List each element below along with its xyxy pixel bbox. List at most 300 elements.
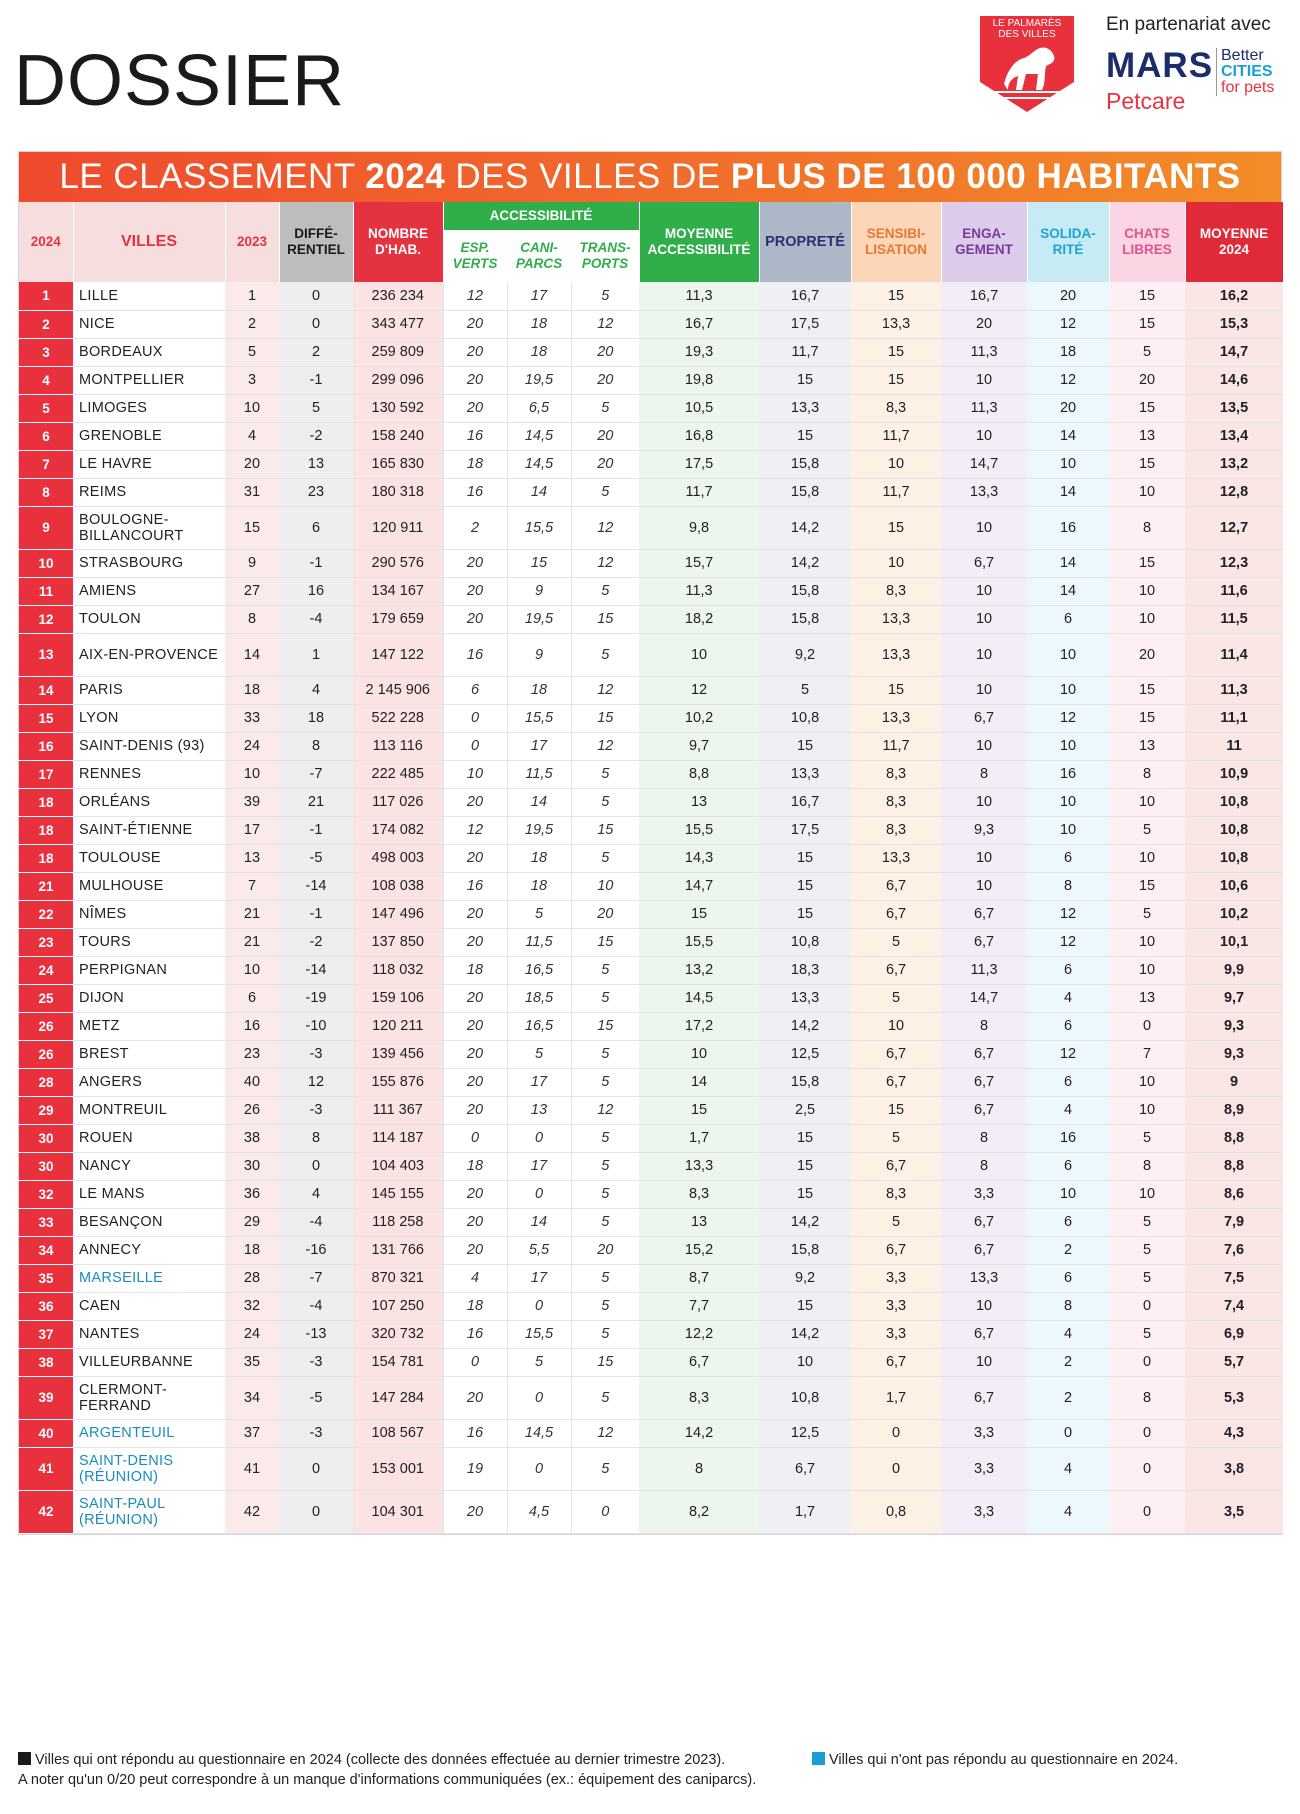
chats-libres-cell: 0	[1109, 1012, 1185, 1040]
rank-cell: 25	[19, 984, 73, 1012]
rank-cell: 33	[19, 1208, 73, 1236]
habitants-cell: 320 732	[353, 1320, 443, 1348]
transports-cell: 5	[571, 1208, 639, 1236]
differentiel-cell: 8	[279, 732, 353, 760]
table-row	[19, 478, 1283, 506]
rank-cell: 39	[19, 1376, 73, 1419]
sensibilisation-cell: 6,7	[851, 872, 941, 900]
habitants-cell: 120 911	[353, 506, 443, 549]
espaces-verts-cell: 20	[443, 1012, 507, 1040]
moyenne-2024-cell: 5,3	[1185, 1376, 1283, 1419]
chats-libres-cell: 13	[1109, 422, 1185, 450]
sensibilisation-cell: 6,7	[851, 1040, 941, 1068]
rank-2023-cell: 18	[225, 676, 279, 704]
habitants-cell: 117 026	[353, 788, 443, 816]
rank-2023-cell: 10	[225, 394, 279, 422]
moyenne-accessibilite-cell: 13,2	[639, 956, 759, 984]
col-header-engagement: ENGA-GEMENT	[941, 202, 1027, 282]
table-row	[19, 338, 1283, 366]
chats-libres-cell: 13	[1109, 732, 1185, 760]
moyenne-accessibilite-cell: 8,3	[639, 1376, 759, 1419]
engagement-cell: 10	[941, 732, 1027, 760]
moyenne-accessibilite-cell: 10	[639, 633, 759, 676]
chats-libres-cell: 15	[1109, 872, 1185, 900]
moyenne-2024-cell: 10,1	[1185, 928, 1283, 956]
table-row	[19, 1152, 1283, 1180]
differentiel-cell: -13	[279, 1320, 353, 1348]
table-row	[19, 394, 1283, 422]
rank-2023-cell: 2	[225, 310, 279, 338]
espaces-verts-cell: 20	[443, 928, 507, 956]
caniparcs-cell: 19,5	[507, 816, 571, 844]
solidarite-cell: 14	[1027, 577, 1109, 605]
moyenne-accessibilite-cell: 19,8	[639, 366, 759, 394]
espaces-verts-cell: 18	[443, 956, 507, 984]
table-row	[19, 1096, 1283, 1124]
proprete-cell: 16,7	[759, 788, 851, 816]
proprete-cell: 14,2	[759, 1208, 851, 1236]
city-cell: SAINT-ÉTIENNE	[73, 816, 225, 844]
habitants-cell: 114 187	[353, 1124, 443, 1152]
moyenne-accessibilite-cell: 8	[639, 1447, 759, 1490]
habitants-cell: 118 032	[353, 956, 443, 984]
transports-cell: 5	[571, 1068, 639, 1096]
differentiel-cell: -4	[279, 605, 353, 633]
differentiel-cell: 0	[279, 310, 353, 338]
chats-libres-cell: 5	[1109, 1236, 1185, 1264]
rank-cell: 40	[19, 1419, 73, 1447]
moyenne-accessibilite-cell: 9,8	[639, 506, 759, 549]
habitants-cell: 498 003	[353, 844, 443, 872]
engagement-cell: 6,7	[941, 928, 1027, 956]
city-cell: PARIS	[73, 676, 225, 704]
rank-cell: 4	[19, 366, 73, 394]
rank-cell: 42	[19, 1490, 73, 1533]
table-row	[19, 1012, 1283, 1040]
transports-cell: 5	[571, 633, 639, 676]
espaces-verts-cell: 20	[443, 366, 507, 394]
table-row	[19, 577, 1283, 605]
proprete-cell: 13,3	[759, 760, 851, 788]
transports-cell: 5	[571, 1152, 639, 1180]
chats-libres-cell: 10	[1109, 605, 1185, 633]
city-cell: CLERMONT-FERRAND	[73, 1376, 225, 1419]
rank-cell: 21	[19, 872, 73, 900]
rank-cell: 5	[19, 394, 73, 422]
rank-2023-cell: 40	[225, 1068, 279, 1096]
transports-cell: 20	[571, 422, 639, 450]
transports-cell: 5	[571, 1124, 639, 1152]
table-row	[19, 450, 1283, 478]
proprete-cell: 10,8	[759, 704, 851, 732]
proprete-cell: 6,7	[759, 1447, 851, 1490]
sensibilisation-cell: 13,3	[851, 704, 941, 732]
caniparcs-cell: 18	[507, 676, 571, 704]
transports-cell: 20	[571, 900, 639, 928]
sensibilisation-cell: 8,3	[851, 816, 941, 844]
sensibilisation-cell: 8,3	[851, 1180, 941, 1208]
transports-cell: 5	[571, 844, 639, 872]
table-row	[19, 1419, 1283, 1447]
chats-libres-cell: 13	[1109, 984, 1185, 1012]
table-row	[19, 1292, 1283, 1320]
chats-libres-cell: 8	[1109, 1376, 1185, 1419]
proprete-cell: 16,7	[759, 282, 851, 310]
col-header-villes: VILLES	[73, 202, 225, 282]
rank-2023-cell: 10	[225, 760, 279, 788]
legend-not-responded	[812, 1750, 1178, 1770]
engagement-cell: 3,3	[941, 1180, 1027, 1208]
proprete-cell: 15	[759, 900, 851, 928]
city-cell: ROUEN	[73, 1124, 225, 1152]
chats-libres-cell: 5	[1109, 816, 1185, 844]
banner-part-1: LE CLASSEMENT	[59, 157, 366, 196]
solidarite-cell: 16	[1027, 760, 1109, 788]
sensibilisation-cell: 0	[851, 1447, 941, 1490]
rank-2023-cell: 30	[225, 1152, 279, 1180]
proprete-cell: 13,3	[759, 984, 851, 1012]
differentiel-cell: -5	[279, 844, 353, 872]
engagement-cell: 13,3	[941, 1264, 1027, 1292]
espaces-verts-cell: 4	[443, 1264, 507, 1292]
espaces-verts-cell: 18	[443, 450, 507, 478]
proprete-cell: 15,8	[759, 605, 851, 633]
moyenne-2024-cell: 11	[1185, 732, 1283, 760]
black-square-icon	[18, 1752, 31, 1765]
espaces-verts-cell: 20	[443, 1096, 507, 1124]
differentiel-cell: 18	[279, 704, 353, 732]
espaces-verts-cell: 6	[443, 676, 507, 704]
solidarite-cell: 6	[1027, 605, 1109, 633]
differentiel-cell: -4	[279, 1208, 353, 1236]
table-row	[19, 984, 1283, 1012]
rank-2023-cell: 41	[225, 1447, 279, 1490]
sensibilisation-cell: 5	[851, 1208, 941, 1236]
engagement-cell: 10	[941, 506, 1027, 549]
table-row	[19, 676, 1283, 704]
solidarite-cell: 12	[1027, 310, 1109, 338]
caniparcs-cell: 15,5	[507, 1320, 571, 1348]
table-row	[19, 732, 1283, 760]
engagement-cell: 3,3	[941, 1419, 1027, 1447]
espaces-verts-cell: 20	[443, 1376, 507, 1419]
rank-cell: 22	[19, 900, 73, 928]
sensibilisation-cell: 0	[851, 1419, 941, 1447]
espaces-verts-cell: 16	[443, 422, 507, 450]
moyenne-2024-cell: 8,8	[1185, 1124, 1283, 1152]
table-row	[19, 760, 1283, 788]
rank-2023-cell: 27	[225, 577, 279, 605]
rank-cell: 8	[19, 478, 73, 506]
moyenne-accessibilite-cell: 11,3	[639, 282, 759, 310]
city-cell: SAINT-PAUL (RÉUNION)	[73, 1490, 225, 1533]
rank-2023-cell: 9	[225, 549, 279, 577]
table-row	[19, 1264, 1283, 1292]
rank-cell: 11	[19, 577, 73, 605]
proprete-cell: 2,5	[759, 1096, 851, 1124]
city-cell: ANNECY	[73, 1236, 225, 1264]
engagement-cell: 13,3	[941, 478, 1027, 506]
caniparcs-cell: 18	[507, 338, 571, 366]
table-row	[19, 1348, 1283, 1376]
sensibilisation-cell: 8,3	[851, 394, 941, 422]
moyenne-2024-cell: 14,6	[1185, 366, 1283, 394]
city-cell: STRASBOURG	[73, 549, 225, 577]
rank-2023-cell: 36	[225, 1180, 279, 1208]
rank-cell: 10	[19, 549, 73, 577]
espaces-verts-cell: 16	[443, 633, 507, 676]
differentiel-cell: 13	[279, 450, 353, 478]
engagement-cell: 6,7	[941, 1208, 1027, 1236]
caniparcs-cell: 11,5	[507, 760, 571, 788]
rank-cell: 28	[19, 1068, 73, 1096]
city-cell: REIMS	[73, 478, 225, 506]
solidarite-cell: 16	[1027, 1124, 1109, 1152]
rank-cell: 18	[19, 788, 73, 816]
differentiel-cell: -5	[279, 1376, 353, 1419]
moyenne-2024-cell: 11,5	[1185, 605, 1283, 633]
solidarite-cell: 10	[1027, 816, 1109, 844]
differentiel-cell: -1	[279, 366, 353, 394]
rank-cell: 41	[19, 1447, 73, 1490]
sensibilisation-cell: 13,3	[851, 310, 941, 338]
differentiel-cell: -14	[279, 956, 353, 984]
proprete-cell: 15,8	[759, 478, 851, 506]
espaces-verts-cell: 20	[443, 310, 507, 338]
engagement-cell: 3,3	[941, 1447, 1027, 1490]
rank-2023-cell: 8	[225, 605, 279, 633]
rank-2023-cell: 21	[225, 900, 279, 928]
solidarite-cell: 16	[1027, 506, 1109, 549]
sensibilisation-cell: 13,3	[851, 605, 941, 633]
habitants-cell: 154 781	[353, 1348, 443, 1376]
chats-libres-cell: 15	[1109, 450, 1185, 478]
caniparcs-cell: 0	[507, 1292, 571, 1320]
table-row	[19, 605, 1283, 633]
rank-2023-cell: 1	[225, 282, 279, 310]
habitants-cell: 118 258	[353, 1208, 443, 1236]
proprete-cell: 15	[759, 732, 851, 760]
engagement-cell: 10	[941, 872, 1027, 900]
moyenne-2024-cell: 6,9	[1185, 1320, 1283, 1348]
habitants-cell: 343 477	[353, 310, 443, 338]
chats-libres-cell: 10	[1109, 1180, 1185, 1208]
rank-2023-cell: 32	[225, 1292, 279, 1320]
differentiel-cell: -3	[279, 1096, 353, 1124]
sensibilisation-cell: 15	[851, 366, 941, 394]
solidarite-cell: 12	[1027, 928, 1109, 956]
partner-text: En partenariat avec	[1106, 14, 1271, 35]
transports-cell: 20	[571, 450, 639, 478]
moyenne-2024-cell: 10,8	[1185, 844, 1283, 872]
ranking-table-container	[18, 151, 1282, 1535]
mars-brand: MARS	[1106, 46, 1214, 85]
espaces-verts-cell: 20	[443, 577, 507, 605]
chats-libres-cell: 10	[1109, 478, 1185, 506]
solidarite-cell: 10	[1027, 450, 1109, 478]
table-row	[19, 844, 1283, 872]
moyenne-2024-cell: 3,8	[1185, 1447, 1283, 1490]
moyenne-accessibilite-cell: 13	[639, 1208, 759, 1236]
habitants-cell: 147 122	[353, 633, 443, 676]
sensibilisation-cell: 10	[851, 450, 941, 478]
moyenne-accessibilite-cell: 8,7	[639, 1264, 759, 1292]
transports-cell: 5	[571, 1376, 639, 1419]
table-row	[19, 549, 1283, 577]
transports-cell: 12	[571, 549, 639, 577]
city-cell: GRENOBLE	[73, 422, 225, 450]
banner-highlight: PLUS DE 100 000 HABITANTS	[730, 157, 1241, 196]
caniparcs-cell: 0	[507, 1124, 571, 1152]
moyenne-2024-cell: 10,2	[1185, 900, 1283, 928]
rank-2023-cell: 28	[225, 1264, 279, 1292]
col-header-moyenne-2024: MOYENNE 2024	[1185, 202, 1283, 282]
chats-libres-cell: 8	[1109, 1152, 1185, 1180]
engagement-cell: 11,3	[941, 956, 1027, 984]
caniparcs-cell: 5	[507, 900, 571, 928]
habitants-cell: 120 211	[353, 1012, 443, 1040]
chats-libres-cell: 10	[1109, 928, 1185, 956]
solidarite-cell: 6	[1027, 1012, 1109, 1040]
differentiel-cell: -14	[279, 872, 353, 900]
moyenne-accessibilite-cell: 8,2	[639, 1490, 759, 1533]
city-cell: PERPIGNAN	[73, 956, 225, 984]
rank-cell: 24	[19, 956, 73, 984]
habitants-cell: 299 096	[353, 366, 443, 394]
caniparcs-cell: 15,5	[507, 506, 571, 549]
habitants-cell: 147 496	[353, 900, 443, 928]
espaces-verts-cell: 20	[443, 338, 507, 366]
sensibilisation-cell: 13,3	[851, 633, 941, 676]
habitants-cell: 236 234	[353, 282, 443, 310]
habitants-cell: 108 038	[353, 872, 443, 900]
rank-2023-cell: 14	[225, 633, 279, 676]
rank-cell: 18	[19, 844, 73, 872]
espaces-verts-cell: 16	[443, 1320, 507, 1348]
sensibilisation-cell: 5	[851, 984, 941, 1012]
city-cell: AMIENS	[73, 577, 225, 605]
chats-libres-cell: 10	[1109, 788, 1185, 816]
caniparcs-cell: 13	[507, 1096, 571, 1124]
caniparcs-cell: 16,5	[507, 956, 571, 984]
engagement-cell: 6,7	[941, 1320, 1027, 1348]
sensibilisation-cell: 15	[851, 506, 941, 549]
engagement-cell: 6,7	[941, 704, 1027, 732]
petcare-brand: Petcare	[1106, 88, 1186, 114]
rank-2023-cell: 7	[225, 872, 279, 900]
moyenne-accessibilite-cell: 13	[639, 788, 759, 816]
solidarite-cell: 10	[1027, 676, 1109, 704]
transports-cell: 15	[571, 1348, 639, 1376]
moyenne-2024-cell: 10,9	[1185, 760, 1283, 788]
solidarite-cell: 0	[1027, 1419, 1109, 1447]
engagement-cell: 14,7	[941, 450, 1027, 478]
engagement-cell: 3,3	[941, 1490, 1027, 1533]
proprete-cell: 10	[759, 1348, 851, 1376]
engagement-cell: 10	[941, 1348, 1027, 1376]
espaces-verts-cell: 20	[443, 549, 507, 577]
proprete-cell: 14,2	[759, 506, 851, 549]
solidarite-cell: 20	[1027, 394, 1109, 422]
espaces-verts-cell: 20	[443, 1490, 507, 1533]
moyenne-accessibilite-cell: 12,2	[639, 1320, 759, 1348]
moyenne-2024-cell: 10,8	[1185, 816, 1283, 844]
caniparcs-cell: 11,5	[507, 928, 571, 956]
city-cell: ARGENTEUIL	[73, 1419, 225, 1447]
engagement-cell: 10	[941, 605, 1027, 633]
engagement-cell: 10	[941, 366, 1027, 394]
espaces-verts-cell: 12	[443, 816, 507, 844]
differentiel-cell: 2	[279, 338, 353, 366]
table-row	[19, 1040, 1283, 1068]
espaces-verts-cell: 20	[443, 1208, 507, 1236]
chats-libres-cell: 10	[1109, 577, 1185, 605]
espaces-verts-cell: 20	[443, 1236, 507, 1264]
caniparcs-cell: 18	[507, 844, 571, 872]
differentiel-cell: 0	[279, 1152, 353, 1180]
caniparcs-cell: 14,5	[507, 422, 571, 450]
moyenne-accessibilite-cell: 1,7	[639, 1124, 759, 1152]
solidarite-cell: 12	[1027, 704, 1109, 732]
differentiel-cell: -2	[279, 422, 353, 450]
differentiel-cell: 1	[279, 633, 353, 676]
sensibilisation-cell: 1,7	[851, 1376, 941, 1419]
transports-cell: 15	[571, 928, 639, 956]
caniparcs-cell: 19,5	[507, 366, 571, 394]
rank-2023-cell: 26	[225, 1096, 279, 1124]
rank-2023-cell: 4	[225, 422, 279, 450]
sensibilisation-cell: 5	[851, 1124, 941, 1152]
moyenne-accessibilite-cell: 10,2	[639, 704, 759, 732]
moyenne-accessibilite-cell: 11,7	[639, 478, 759, 506]
engagement-cell: 10	[941, 577, 1027, 605]
habitants-cell: 111 367	[353, 1096, 443, 1124]
engagement-cell: 6,7	[941, 1068, 1027, 1096]
habitants-cell: 165 830	[353, 450, 443, 478]
espaces-verts-cell: 20	[443, 605, 507, 633]
differentiel-cell: 16	[279, 577, 353, 605]
engagement-cell: 6,7	[941, 1040, 1027, 1068]
table-row	[19, 900, 1283, 928]
moyenne-2024-cell: 7,5	[1185, 1264, 1283, 1292]
col-header-moyenne-accessibilite: MOYENNE ACCESSIBILITÉ	[639, 202, 759, 282]
engagement-cell: 6,7	[941, 1096, 1027, 1124]
col-header-differentiel: DIFFÉ-RENTIEL	[279, 202, 353, 282]
city-cell: LIMOGES	[73, 394, 225, 422]
city-cell: MULHOUSE	[73, 872, 225, 900]
moyenne-2024-cell: 15,3	[1185, 310, 1283, 338]
proprete-cell: 14,2	[759, 1012, 851, 1040]
table-row	[19, 1376, 1283, 1419]
col-header-accessibilite: ACCESSIBILITÉ	[443, 202, 639, 230]
chats-libres-cell: 8	[1109, 506, 1185, 549]
proprete-cell: 10,8	[759, 928, 851, 956]
solidarite-cell: 14	[1027, 478, 1109, 506]
rank-2023-cell: 38	[225, 1124, 279, 1152]
rank-cell: 3	[19, 338, 73, 366]
chats-libres-cell: 7	[1109, 1040, 1185, 1068]
city-cell: LILLE	[73, 282, 225, 310]
city-cell: MARSEILLE	[73, 1264, 225, 1292]
solidarite-cell: 8	[1027, 1292, 1109, 1320]
differentiel-cell: -16	[279, 1236, 353, 1264]
rank-cell: 17	[19, 760, 73, 788]
sensibilisation-cell: 3,3	[851, 1292, 941, 1320]
rank-cell: 13	[19, 633, 73, 676]
espaces-verts-cell: 16	[443, 872, 507, 900]
rank-cell: 15	[19, 704, 73, 732]
caniparcs-cell: 0	[507, 1180, 571, 1208]
